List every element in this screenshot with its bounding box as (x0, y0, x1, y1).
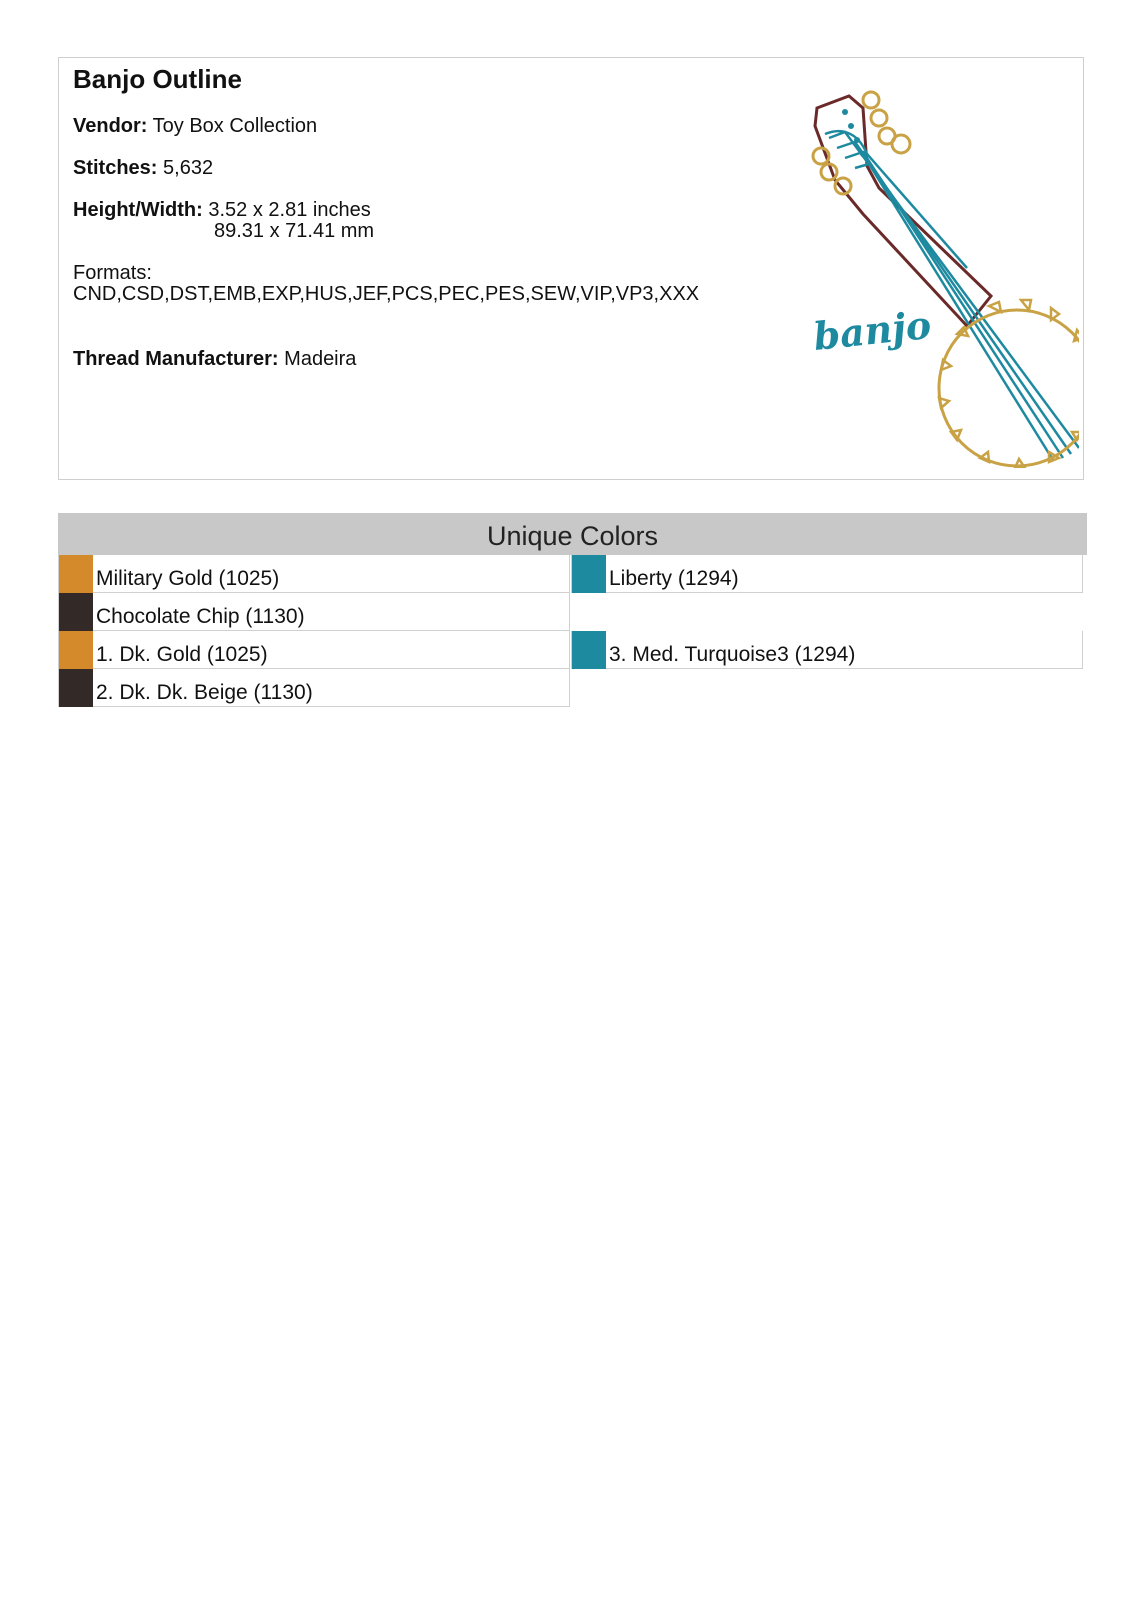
color-row (571, 555, 1083, 593)
stitches-label: Stitches: (73, 157, 158, 179)
design-info-panel (58, 57, 1084, 480)
color-row (58, 593, 570, 631)
formats-label: Formats: (73, 262, 152, 284)
thread-value: Madeira (284, 348, 357, 370)
color-swatch (572, 555, 606, 593)
stitches-value: 5,632 (163, 157, 214, 179)
color-row (58, 631, 570, 669)
unique-colors-table (58, 513, 1087, 715)
color-swatch (59, 593, 93, 631)
thread-row (73, 348, 356, 370)
colors-grid (58, 555, 1087, 715)
formats-value: CND,CSD,DST,EMB,EXP,HUS,JEF,PCS,PEC,PES,SEW,VIP,VP3,XXX (73, 283, 700, 305)
color-name: Liberty (1294) (609, 567, 739, 590)
color-swatch (59, 555, 93, 593)
vendor-label: Vendor: (73, 115, 148, 137)
color-row (58, 555, 570, 593)
color-name: 1. Dk. Gold (1025) (96, 643, 268, 666)
color-name: Chocolate Chip (1130) (96, 605, 305, 628)
height-width-label: Height/Width: (73, 199, 203, 221)
color-name: Military Gold (1025) (96, 567, 280, 590)
color-swatch (59, 631, 93, 669)
color-row (571, 631, 1083, 669)
vendor-row (73, 115, 317, 137)
unique-colors-header: Unique Colors (58, 513, 1087, 555)
color-swatch (572, 631, 606, 669)
color-swatch (59, 669, 93, 707)
vendor-value: Toy Box Collection (152, 115, 318, 137)
stitches-row (73, 157, 213, 179)
color-row (58, 669, 570, 707)
color-name: 3. Med. Turquoise3 (1294) (609, 643, 856, 666)
banjo-script-text: banjo (811, 301, 934, 359)
height-width-row (73, 199, 371, 221)
height-width-mm: 89.31 x 71.41 mm (214, 220, 375, 242)
design-title: Banjo Outline (73, 64, 242, 94)
banjo-embroidery-image (759, 68, 1079, 468)
height-width-inches: 3.52 x 2.81 inches (208, 199, 371, 221)
color-name: 2. Dk. Dk. Beige (1130) (96, 681, 313, 704)
thread-label: Thread Manufacturer: (73, 348, 279, 370)
